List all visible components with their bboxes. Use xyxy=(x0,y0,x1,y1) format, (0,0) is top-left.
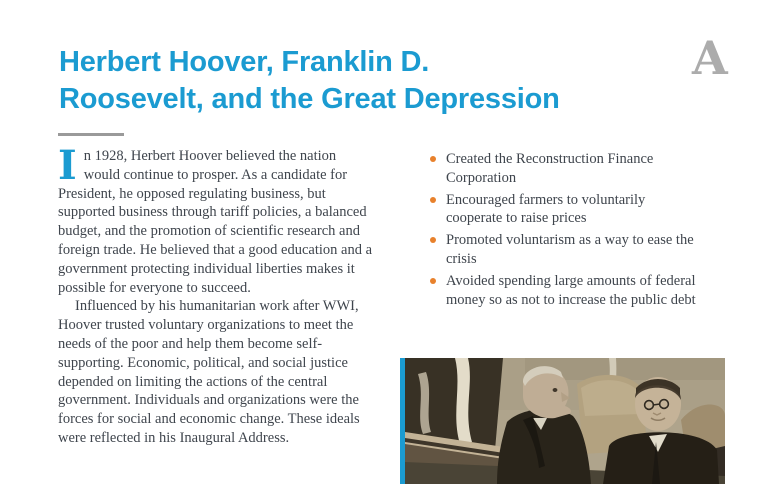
paragraph-intro xyxy=(58,142,376,297)
page-title xyxy=(59,44,659,118)
list-item-text: Avoided spending large amounts of federal money so as not to increase the public debt xyxy=(446,272,696,308)
summary-column xyxy=(430,150,730,312)
hoover-fdr-photo xyxy=(400,358,725,484)
bullet-icon xyxy=(430,237,436,243)
drop-cap: I xyxy=(58,142,77,189)
bullet-icon xyxy=(430,156,436,162)
page-title-line-1: Herbert Hoover, Franklin D. xyxy=(59,46,430,78)
title-divider xyxy=(58,133,124,136)
list-item xyxy=(430,191,730,229)
bullet-icon xyxy=(430,197,436,203)
page-title-line-2: Roosevelt, and the Great Depression xyxy=(59,83,560,115)
article-column xyxy=(58,142,376,448)
list-item-text: Encouraged farmers to voluntarily cooperate to raise prices xyxy=(446,191,646,227)
hoover-fdr-photo-image xyxy=(405,358,725,484)
bullet-icon xyxy=(430,278,436,284)
section-letter: A xyxy=(692,31,728,85)
list-item xyxy=(430,272,730,310)
list-item xyxy=(430,150,730,188)
list-item xyxy=(430,231,730,269)
paragraph-intro-text: n 1928, Herbert Hoover believed the nation would continue to prosper. As a candidate for President, he opposed regulating business, but supported business through tariff policies, a balanced budget, and the promotion of scientific research and foreign trade. He believed that a good education and a government protecting individual liberties makes it possible for everyone to succeed. xyxy=(58,148,373,296)
paragraph-2: Influenced by his humanitarian work after WWI, Hoover trusted voluntary organizations to meet the needs of the poor and help them become self-supporting. Economic, political, and social justice depended on limiting the actions of the central government. Individuals and organizations were the forces for social and economic change. These ideals were reflected in his Inaugural Address. xyxy=(58,298,360,446)
list-item-text: Created the Reconstruction Finance Corporation xyxy=(446,151,654,186)
list-item-text: Promoted voluntarism as a way to ease the crisis xyxy=(446,232,694,267)
bullet-list xyxy=(430,150,730,309)
